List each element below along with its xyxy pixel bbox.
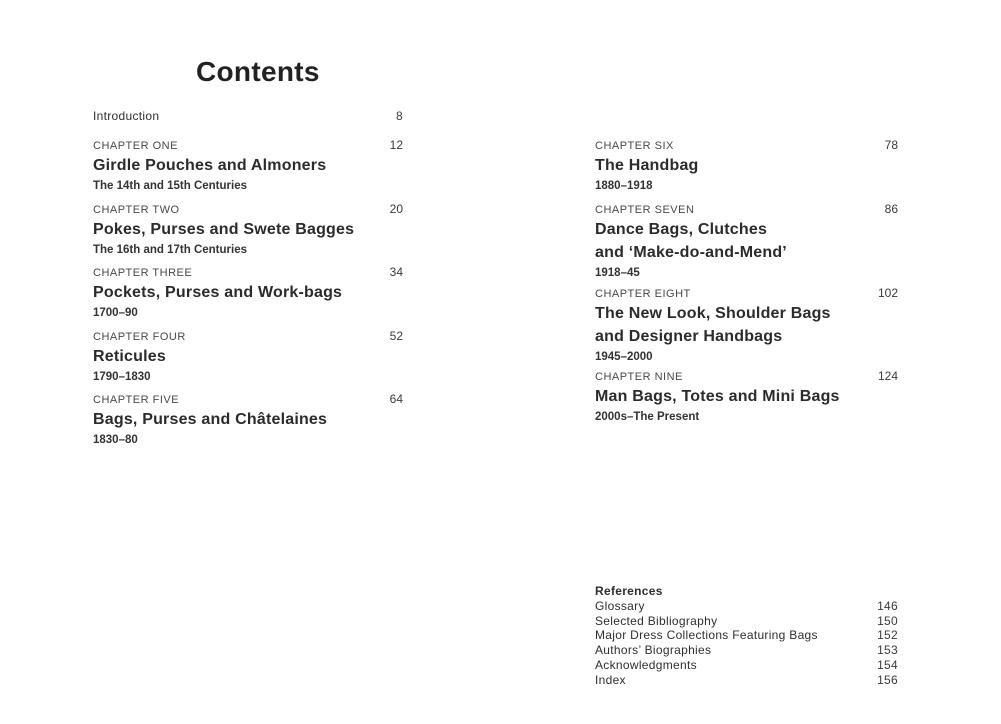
toc-entry-chapter-four	[93, 330, 403, 384]
chapter-page-number: 124	[877, 369, 898, 383]
chapter-subtitle: The 16th and 17th Centuries	[93, 244, 248, 256]
chapter-label-row	[595, 139, 898, 153]
toc-intro-page-number: 8	[396, 109, 403, 123]
reference-page-number: 152	[877, 628, 898, 643]
toc-entry-chapter-one	[93, 139, 403, 193]
reference-page-number: 156	[877, 672, 898, 687]
chapter-title: Bags, Purses and Châtelaines	[93, 411, 328, 428]
chapter-title: Pokes, Purses and Swete Bagges	[93, 221, 355, 238]
reference-row-index	[595, 673, 898, 688]
chapter-label: CHAPTER SIX	[595, 140, 674, 152]
chapter-page-number: 12	[389, 138, 403, 152]
reference-row-selected-bibliography	[595, 614, 898, 629]
toc-intro-label: Introduction	[93, 109, 160, 123]
toc-right-column	[595, 0, 898, 724]
chapter-label: CHAPTER ONE	[93, 140, 178, 152]
reference-label: Authors’ Biographies	[595, 643, 712, 658]
chapter-label-row	[93, 393, 403, 407]
chapter-label: CHAPTER FOUR	[93, 331, 186, 343]
reference-label: Major Dress Collections Featuring Bags	[595, 628, 818, 643]
chapter-subtitle: 2000s–The Present	[595, 411, 700, 423]
toc-entry-chapter-nine	[595, 370, 898, 424]
chapter-page-number: 102	[877, 286, 898, 300]
page-title: Contents	[196, 56, 320, 87]
reference-page-number: 154	[877, 657, 898, 672]
chapter-label-row	[595, 370, 898, 384]
chapter-page-number: 64	[389, 392, 403, 406]
chapter-subtitle: The 14th and 15th Centuries	[93, 180, 248, 192]
chapter-label: CHAPTER NINE	[595, 371, 683, 383]
chapter-subtitle: 1918–45	[595, 267, 640, 279]
chapter-title: The New Look, Shoulder Bags	[595, 305, 831, 322]
reference-row-authors-biographies	[595, 643, 898, 658]
reference-label: Glossary	[595, 598, 645, 613]
chapter-title: The Handbag	[595, 157, 699, 174]
chapter-title: Man Bags, Totes and Mini Bags	[595, 388, 840, 405]
reference-row-glossary	[595, 599, 898, 614]
toc-entry-chapter-five	[93, 393, 403, 447]
chapter-label: CHAPTER TWO	[93, 204, 180, 216]
reference-row-major-dress-collections	[595, 628, 898, 643]
chapter-label-row	[93, 266, 403, 280]
chapter-page-number: 52	[389, 329, 403, 343]
toc-entry-chapter-three	[93, 266, 403, 320]
toc-left-column	[93, 0, 403, 724]
chapter-title: Pockets, Purses and Work-bags	[93, 284, 343, 301]
reference-label: Acknowledgments	[595, 657, 697, 672]
chapter-subtitle: 1830–80	[93, 434, 138, 446]
chapter-subtitle: 1700–90	[93, 307, 138, 319]
chapter-page-number: 34	[389, 265, 403, 279]
chapter-label-row	[93, 139, 403, 153]
references-section	[595, 584, 898, 688]
chapter-page-number: 78	[884, 138, 898, 152]
chapter-label: CHAPTER EIGHT	[595, 288, 691, 300]
chapter-title: Dance Bags, Clutches	[595, 221, 768, 238]
toc-entry-chapter-two	[93, 203, 403, 257]
chapter-label-row	[93, 330, 403, 344]
chapter-subtitle: 1790–1830	[93, 371, 151, 383]
chapter-title: Reticules	[93, 348, 166, 365]
chapter-title: Girdle Pouches and Almoners	[93, 157, 327, 174]
reference-label: Index	[595, 672, 626, 687]
chapter-label: CHAPTER FIVE	[93, 394, 180, 406]
chapter-page-number: 20	[389, 202, 403, 216]
chapter-label-row	[93, 203, 403, 217]
chapter-label: CHAPTER SEVEN	[595, 204, 695, 216]
reference-page-number: 153	[877, 643, 898, 658]
toc-entry-chapter-seven	[595, 203, 898, 280]
toc-entry-chapter-six	[595, 139, 898, 193]
reference-page-number: 150	[877, 613, 898, 628]
chapter-subtitle: 1945–2000	[595, 351, 653, 363]
chapter-label-row	[595, 203, 898, 217]
chapter-label-row	[595, 287, 898, 301]
reference-row-acknowledgments	[595, 658, 898, 673]
chapter-title-line2: and Designer Handbags	[595, 328, 783, 345]
chapter-title-line2: and ‘Make-do-and-Mend’	[595, 244, 787, 261]
chapter-label: CHAPTER THREE	[93, 267, 193, 279]
references-heading: References	[595, 584, 663, 598]
chapter-page-number: 86	[884, 202, 898, 216]
reference-page-number: 146	[877, 598, 898, 613]
chapter-subtitle: 1880–1918	[595, 180, 653, 192]
reference-label: Selected Bibliography	[595, 613, 718, 628]
toc-entry-introduction	[93, 109, 403, 123]
toc-entry-chapter-eight	[595, 287, 898, 364]
